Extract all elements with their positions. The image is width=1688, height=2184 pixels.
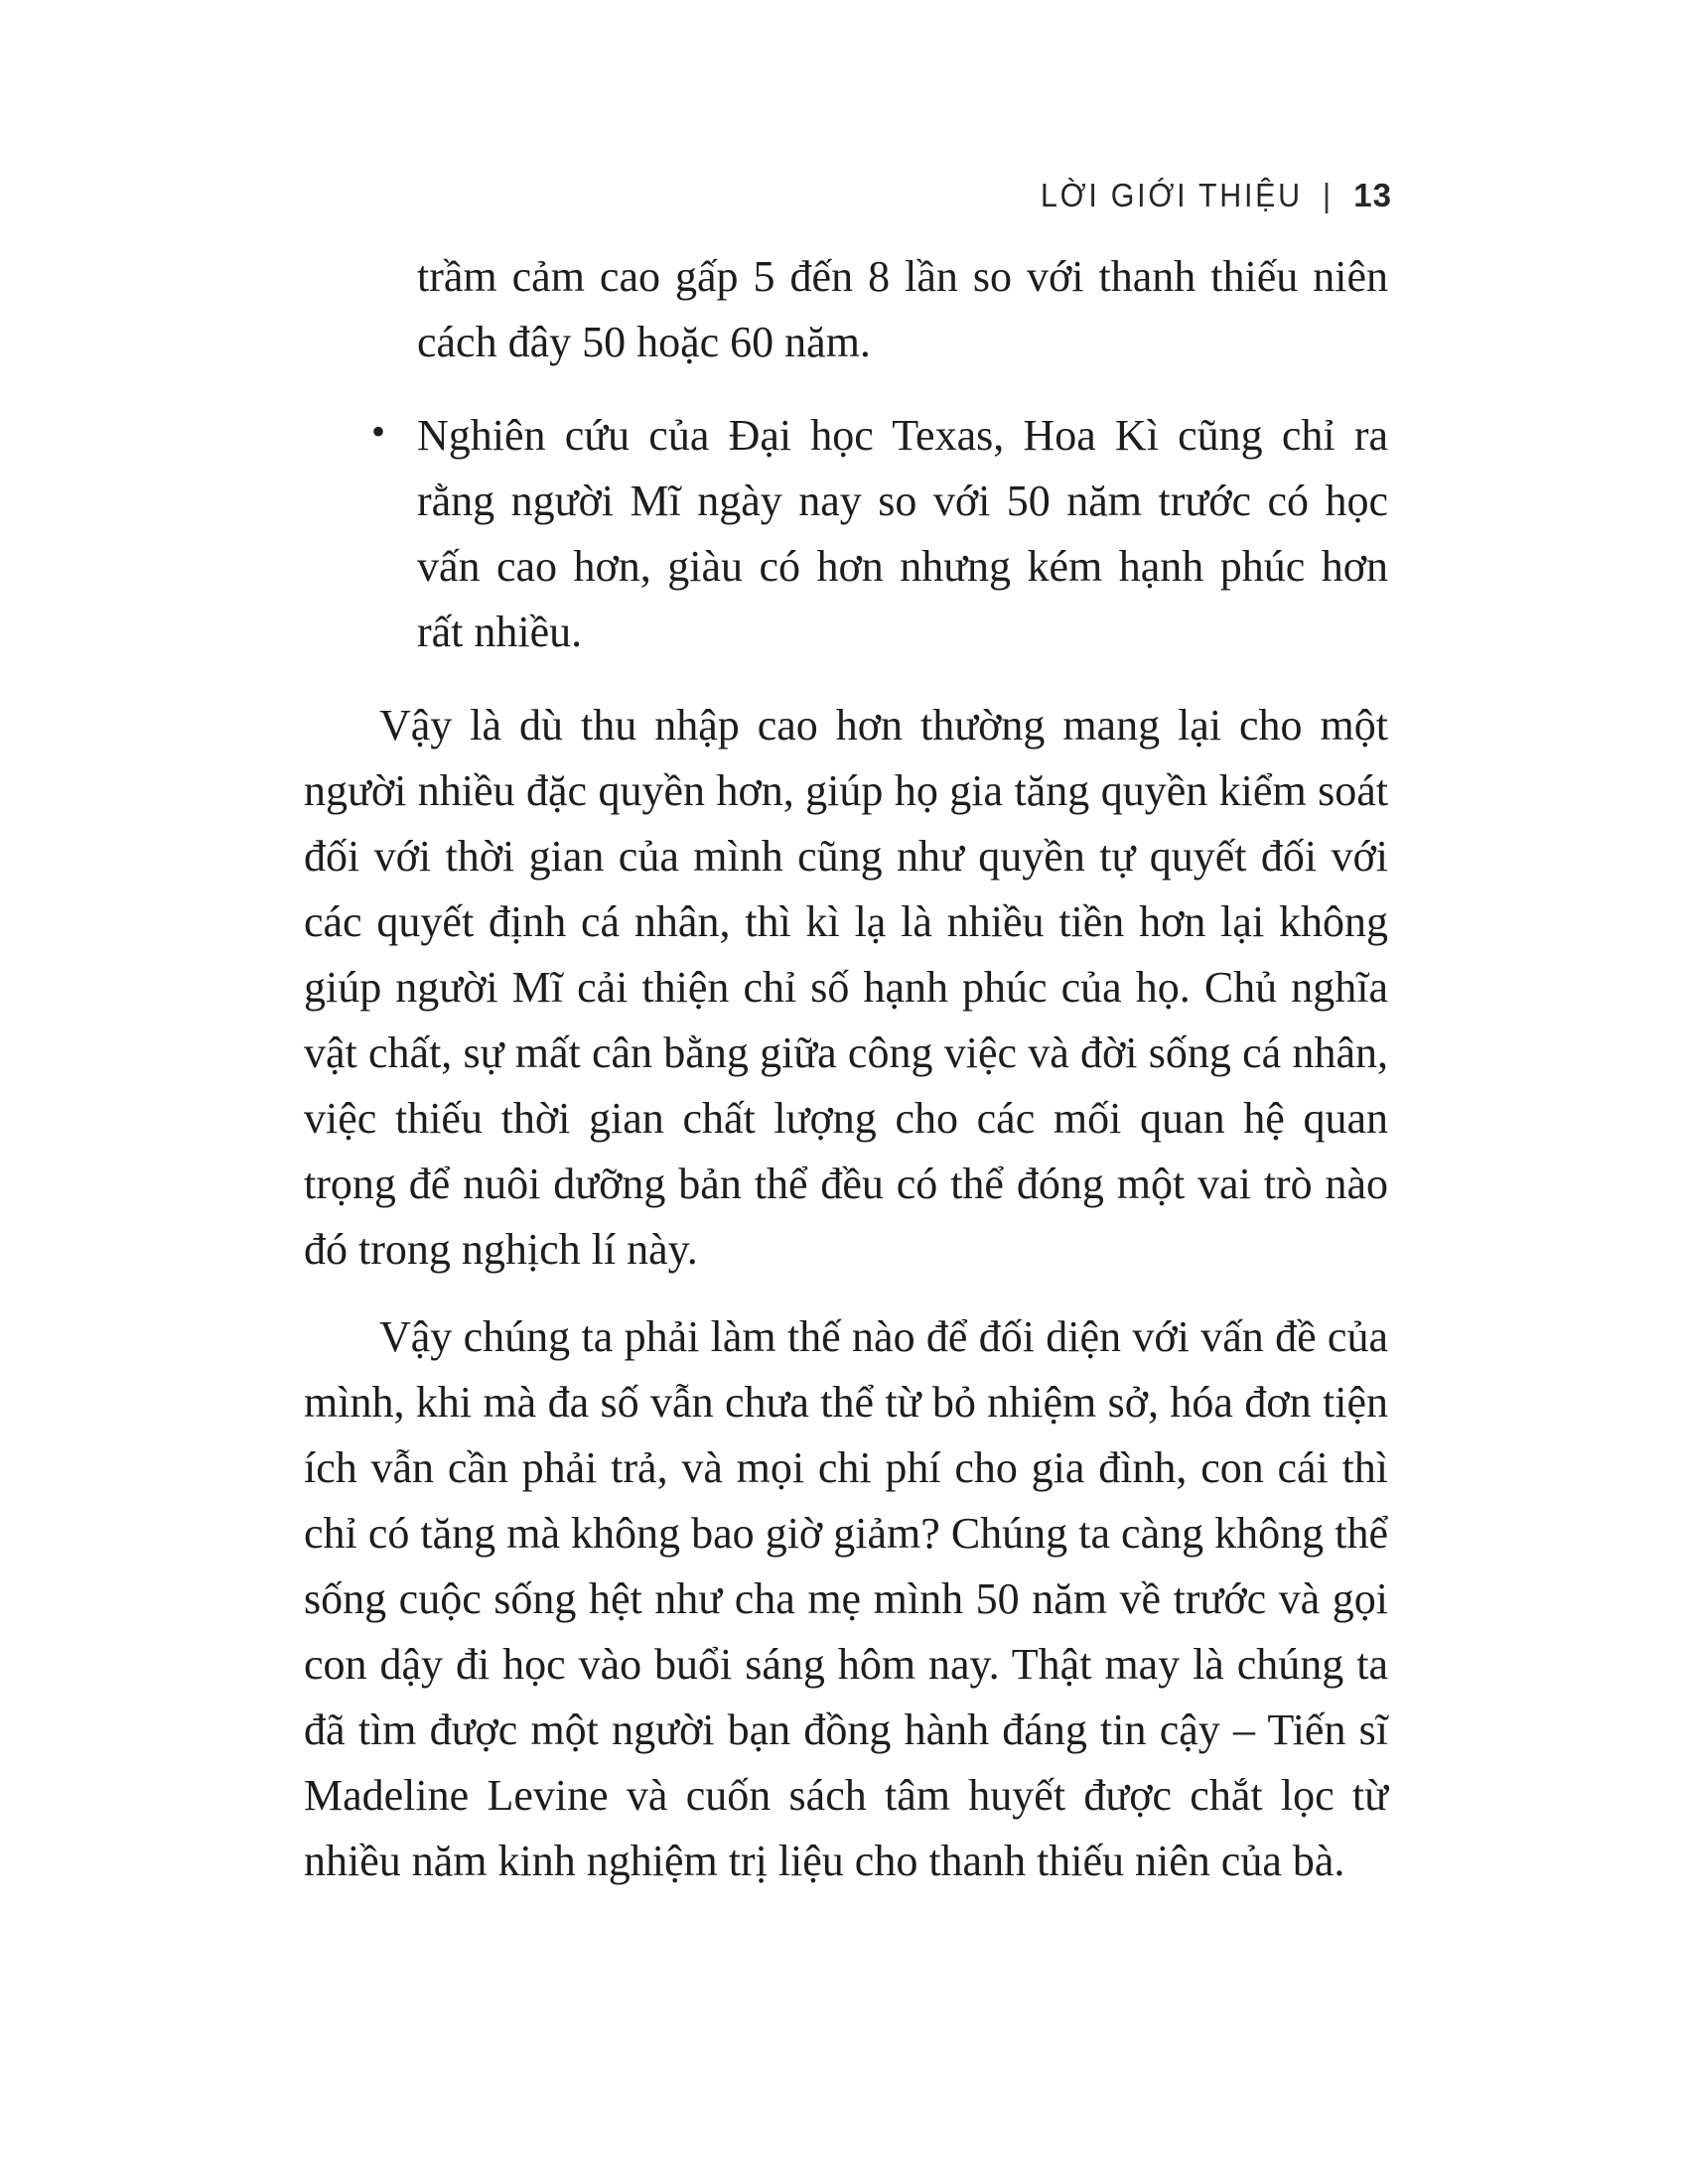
list-item-text: trầm cảm cao gấp 5 đến 8 lần so với thanh thiếu niên cách đây 50 hoặc 60 năm. <box>417 252 1388 366</box>
list-item-text: Nghiên cứu của Đại học Texas, Hoa Kì cũng chỉ ra rằng người Mĩ ngày nay so với 50 năm trước có học vấn cao hơn, giàu có hơn nhưng kém hạnh phúc hơn rất nhiều. <box>417 411 1388 656</box>
section-title: LỜI GIỚI THIỆU <box>1040 177 1303 213</box>
body-paragraph: Vậy là dù thu nhập cao hơn thường mang lại cho một người nhiều đặc quyền hơn, giúp họ gia tăng quyền kiểm soát đối với thời gian của mình cũng như quyền tự quyết đối với các quyết định cá nhân, thì kì lạ là nhiều tiền hơn lại không giúp người Mĩ cải thiện chỉ số hạnh phúc của họ. Chủ nghĩa vật chất, sự mất cân bằng giữa công việc và đời sống cá nhân, việc thiếu thời gian chất lượng cho các mối quan hệ quan trọng để nuôi dưỡng bản thể đều có thể đóng một vai trò nào đó trong nghịch lí này. <box>304 701 1388 1274</box>
body-paragraph: Vậy chúng ta phải làm thế nào để đối diện với vấn đề của mình, khi mà đa số vẫn chưa thể từ bỏ nhiệm sở, hóa đơn tiện ích vẫn cần phải trả, và mọi chi phí cho gia đình, con cái thì chỉ có tăng mà không bao giờ giảm? Chúng ta càng không thể sống cuộc sống hệt như cha mẹ mình 50 năm về trước và gọi con dậy đi học vào buổi sáng hôm nay. Thật may là chúng ta đã tìm được một người bạn đồng hành đáng tin cậy – Tiến sĩ Madeline Levine và cuốn sách tâm huyết được chắt lọc từ nhiều năm kinh nghiệm trị liệu cho thanh thiếu niên của bà. <box>304 1312 1388 1885</box>
list-item-continuation <box>304 244 1388 375</box>
running-head <box>1018 177 1392 214</box>
page-content <box>304 244 1388 1894</box>
list-item <box>304 403 1388 665</box>
header-separator: | <box>1322 177 1335 213</box>
bullet-icon: • <box>371 409 386 454</box>
page-number: 13 <box>1353 177 1392 213</box>
